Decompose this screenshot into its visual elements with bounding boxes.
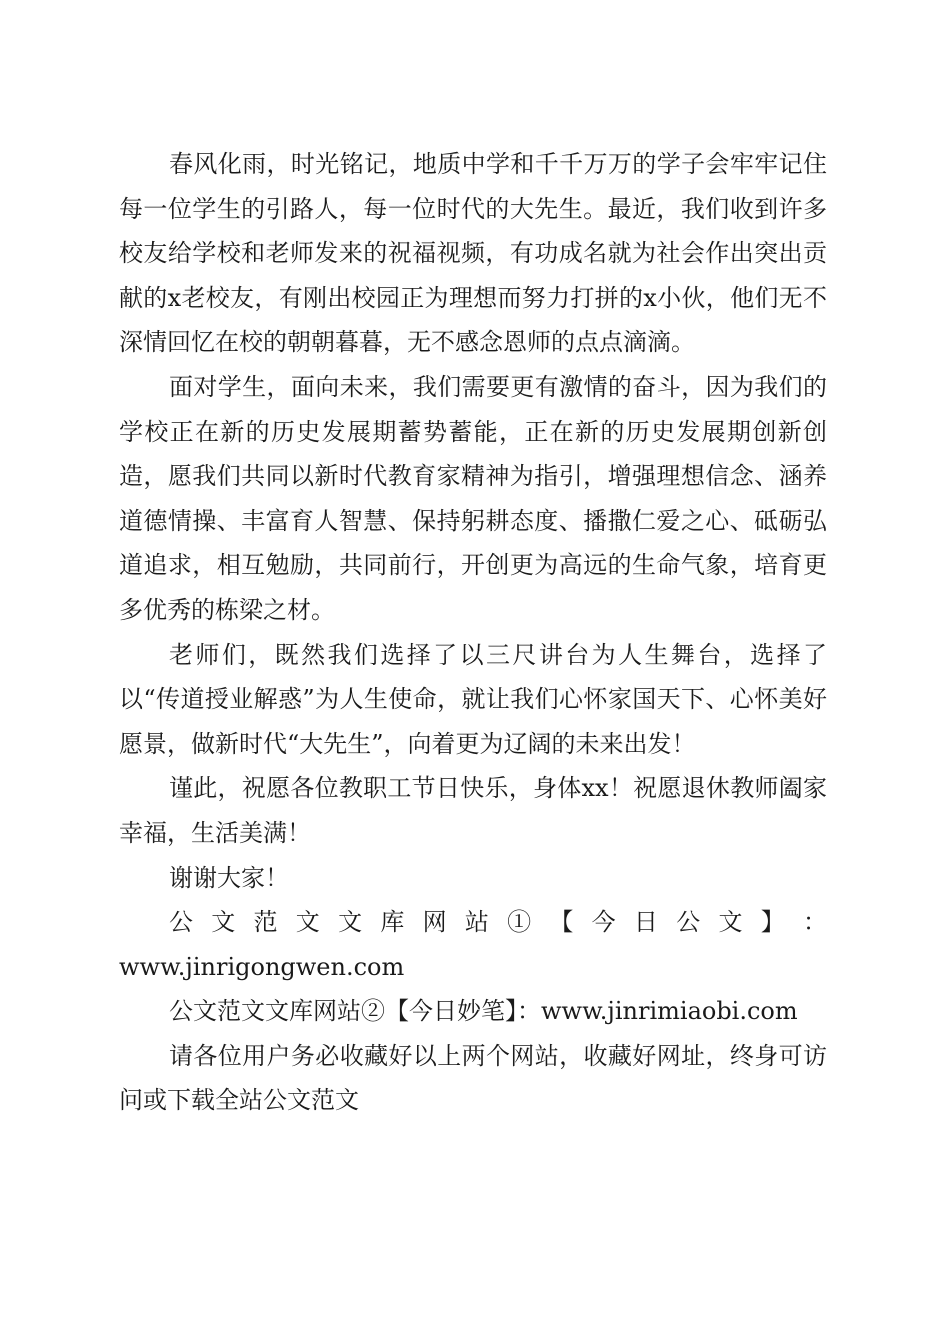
paragraph-website-1: 公 文 范 文 文 库 网 站 ① 【 今 日 公 文 】 ： www.jinrigongwen.com: [119, 908, 827, 981]
paragraph-memories: 春风化雨，时光铭记，地质中学和千千万万的学子会牢牢记住每一位学生的引路人，每一位时代的大先生。最近，我们收到许多校友给学校和老师发来的祝福视频，有功成名就为社会作出突出贡献的x老校友，有刚出校园正为理想而努力打拼的x小伙，他们无不深情回忆在校的朝朝暮暮，无不感念恩师的点点滴滴。: [119, 150, 827, 357]
paragraph-mission: 老师们，既然我们选择了以三尺讲台为人生舞台，选择了以“传道授业解惑”为人生使命，就让我们心怀家国天下、心怀美好愿景，做新时代“大先生”，向着更为辽阔的未来出发！: [119, 640, 827, 758]
paragraph-bookmark-notice: 请各位用户务必收藏好以上两个网站，收藏好网址，终身可访问或下载全站公文范文: [119, 1041, 827, 1115]
paragraph-wishes: 谨此，祝愿各位教职工节日快乐，身体xx！祝愿退休教师阖家幸福，生活美满！: [119, 774, 827, 847]
paragraph-future: 面对学生，面向未来，我们需要更有激情的奋斗，因为我们的学校正在新的历史发展期蓄势蓄能，正在新的历史发展期创新创造，愿我们共同以新时代教育家精神为指引，增强理想信念、涵养道德情操、丰富育人智慧、保持躬耕态度、播撒仁爱之心、砥砺弘道追求，相互勉励，共同前行，开创更为高远的生命气象，培育更多优秀的栋梁之材。: [119, 372, 827, 624]
document-body: [119, 142, 827, 1123]
paragraph-thanks: 谢谢大家！: [169, 863, 289, 892]
paragraph-website-2: 公文范文文库网站②【今日妙笔】：www.jinrimiaobi.com: [169, 997, 798, 1026]
